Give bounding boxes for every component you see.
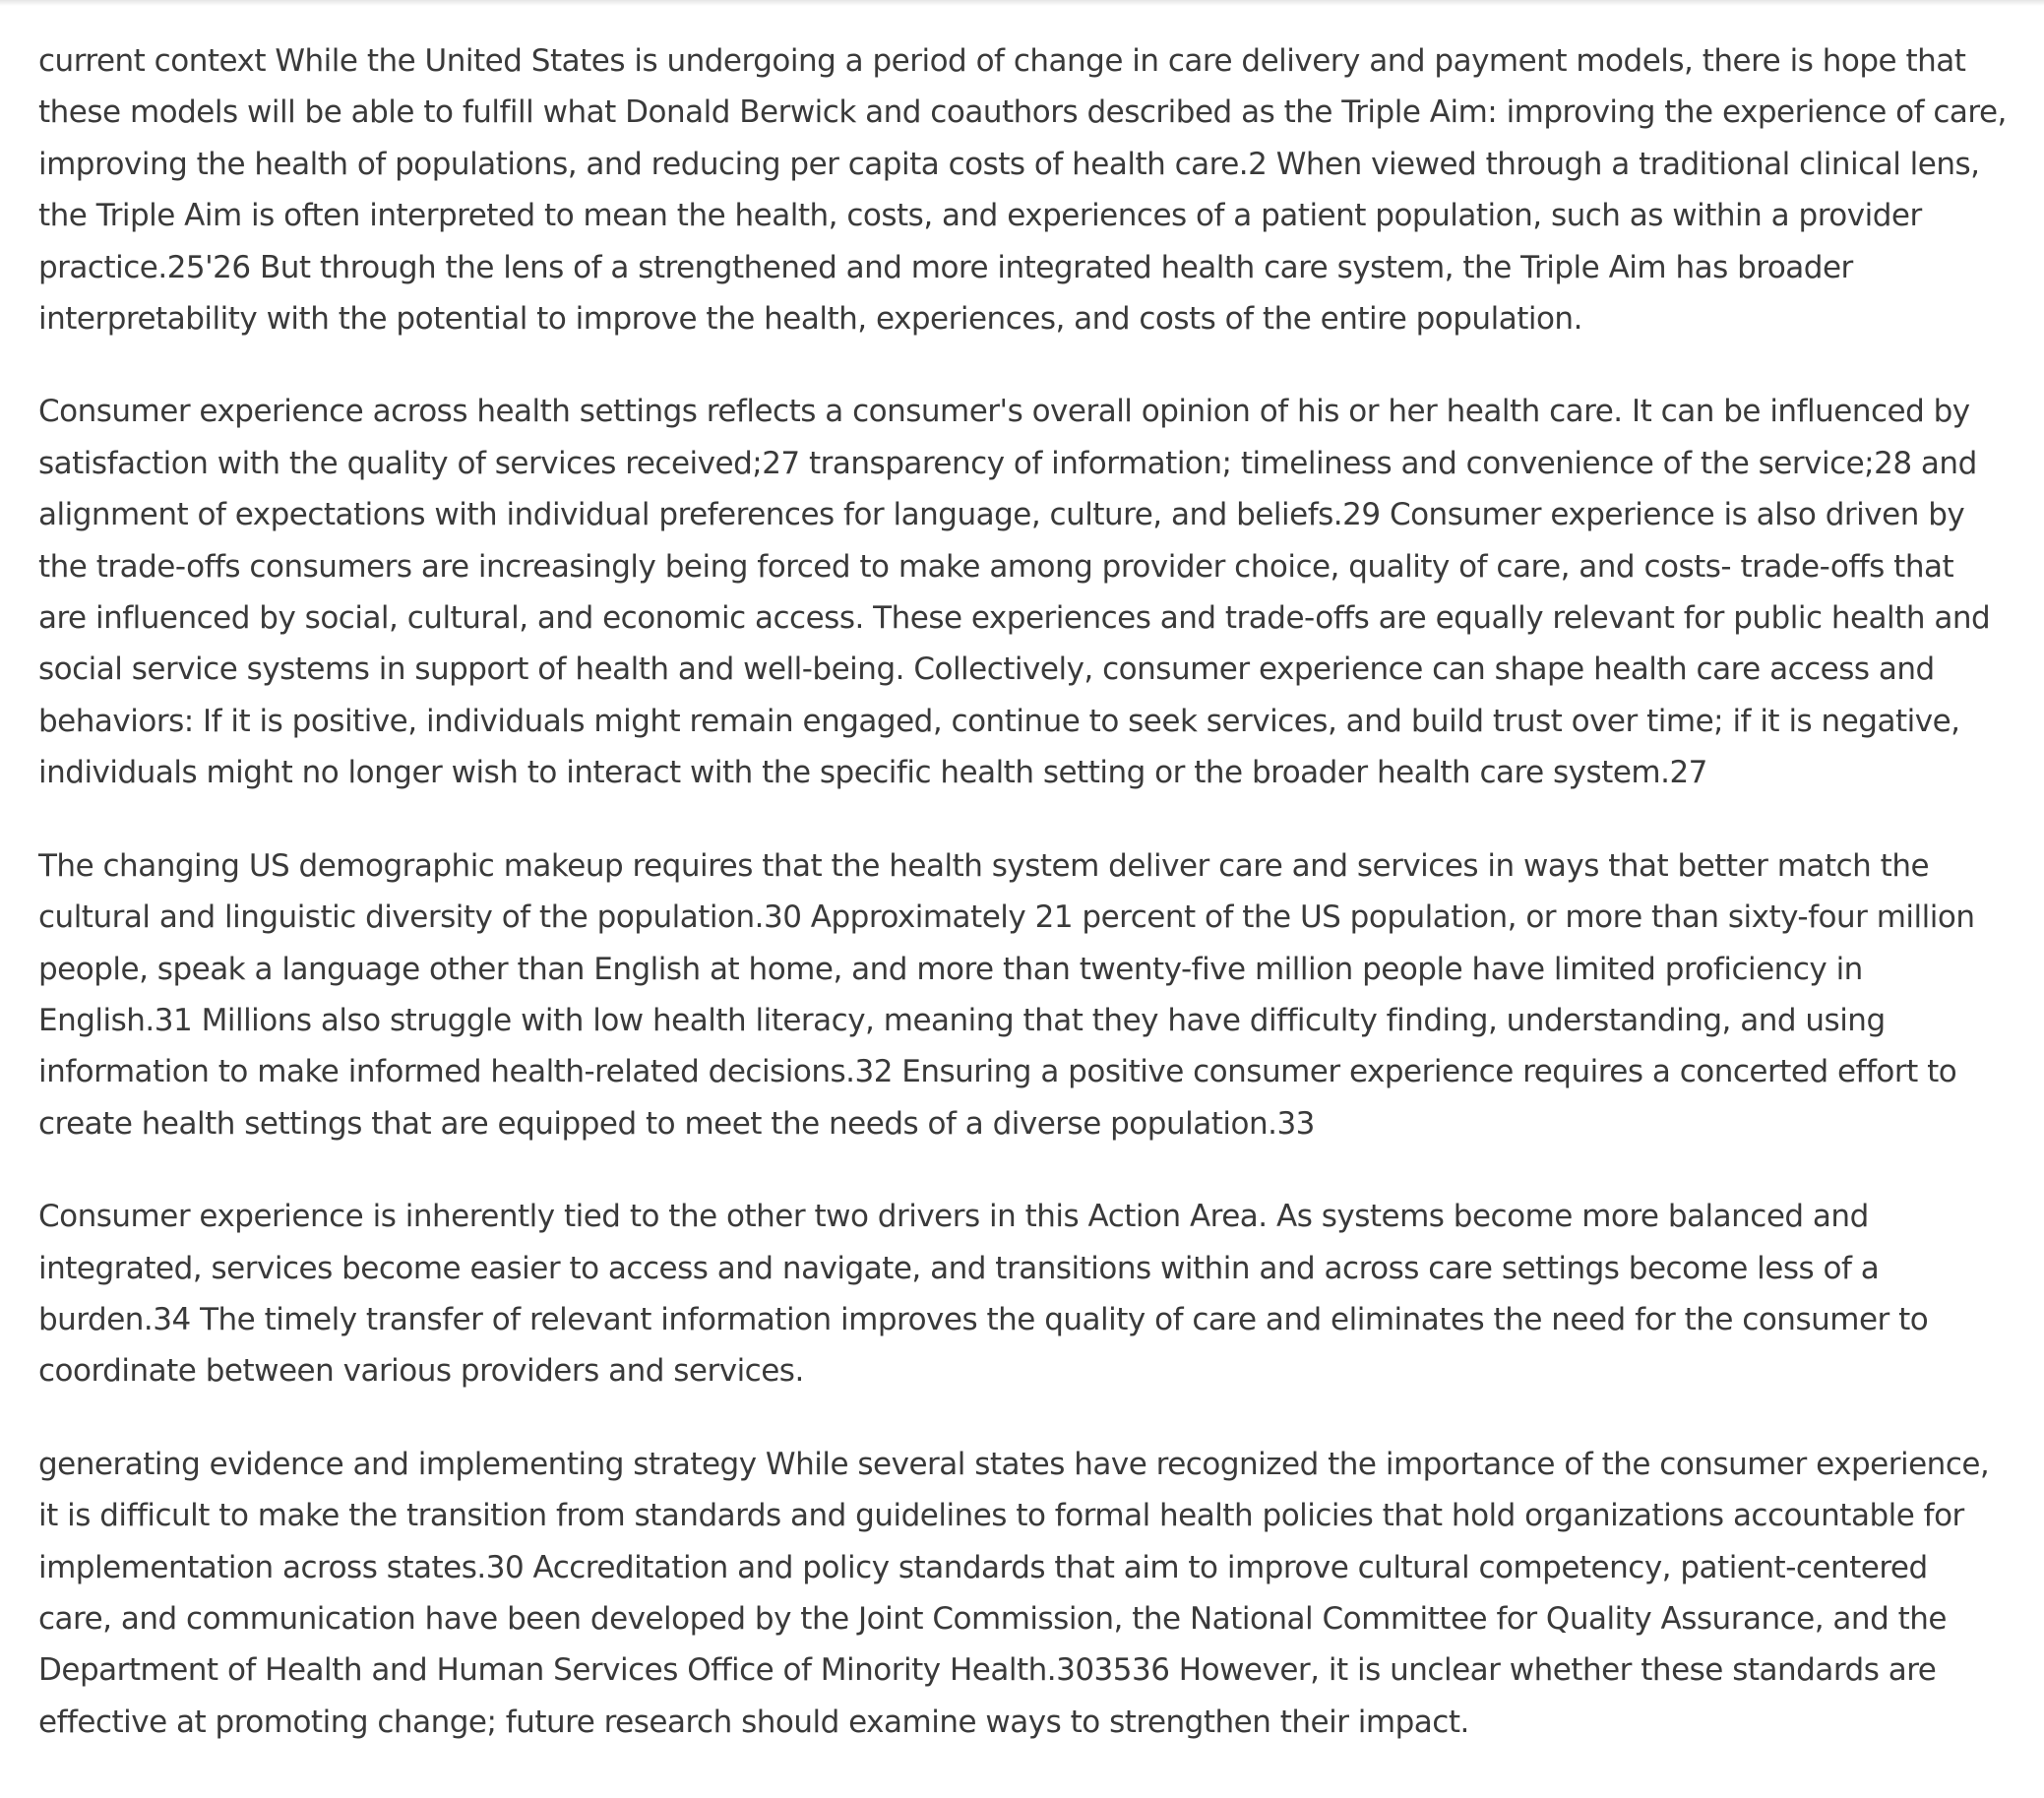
- paragraph-current-context: current context While the United States is undergoing a period of change in care delivery and payment models, there is hope that these models will be able to fulfill what Donald Berwick and coauthors described as the Triple Aim: improving the experience of care, improving the health of populations, and reducing per capita costs of health care.2 When viewed through a traditional clinical lens, the Triple Aim is often interpreted to mean the health, costs, and experiences of a patient population, such as within a provider practice.25'26 But through the lens of a strengthened and more integrated health care system, the Triple Aim has broader interpretability with the potential to improve the health, experiences, and costs of the entire population.: [38, 43, 2007, 338]
- paragraph-evidence-strategy: generating evidence and implementing strategy While several states have recognized the importance of the consumer experience, it is difficult to make the transition from standards and guidelines to formal health policies that hold organizations accountable for implementation across states.30 Accreditation and policy standards that aim to improve cultural competency, patient-centered care, and communication have been developed by the Joint Commission, the National Committee for Quality Assurance, and the Department of Health and Human Services Office of Minority Health.303536 However, it is unclear whether these standards are effective at promoting change; future research should examine ways to strengthen their impact.: [38, 1446, 1990, 1740]
- paragraph-demographics: The changing US demographic makeup requires that the health system deliver care and services in ways that better match the cultural and linguistic diversity of the population.30 Approximately 21 percent of the US population, or more than sixty-four million people, speak a language other than English at home, and more than twenty-five million people have limited proficiency in English.31 Millions also struggle with low health literacy, meaning that they have difficulty finding, understanding, and using information to make informed health-related decisions.32 Ensuring a positive consumer experience requires a concerted effort to create health settings that are equipped to meet the needs of a diverse population.33: [38, 847, 1975, 1142]
- paragraph-consumer-experience: Consumer experience across health settings reflects a consumer's overall opinion of his or her health care. It can be influenced by satisfaction with the quality of services received;27 transparency of information; timeliness and convenience of the service;28 and alignment of expectations with individual preferences for language, culture, and beliefs.29 Consumer experience is also driven by the trade-offs consumers are increasingly being forced to make among provider choice, quality of care, and costs- trade-offs that are influenced by social, cultural, and economic access. These experiences and trade-offs are equally relevant for public health and social service systems in support of health and well-being. Collectively, consumer experience can shape health care access and behaviors: If it is positive, individuals might remain engaged, continue to seek services, and build trust over time; if it is negative, individuals might no longer wish to interact with the specific health setting or the broader health care system.27: [38, 394, 1991, 791]
- article-body: [38, 35, 2007, 1789]
- paragraph-drivers: Consumer experience is inherently tied to the other two drivers in this Action Area. As systems become more balanced and integrated, services become easier to access and navigate, and transitions within and across care settings become less of a burden.34 The timely transfer of relevant information improves the quality of care and eliminates the need for the consumer to coordinate between various providers and services.: [38, 1199, 1929, 1390]
- top-edge-shadow: [0, 0, 2044, 6]
